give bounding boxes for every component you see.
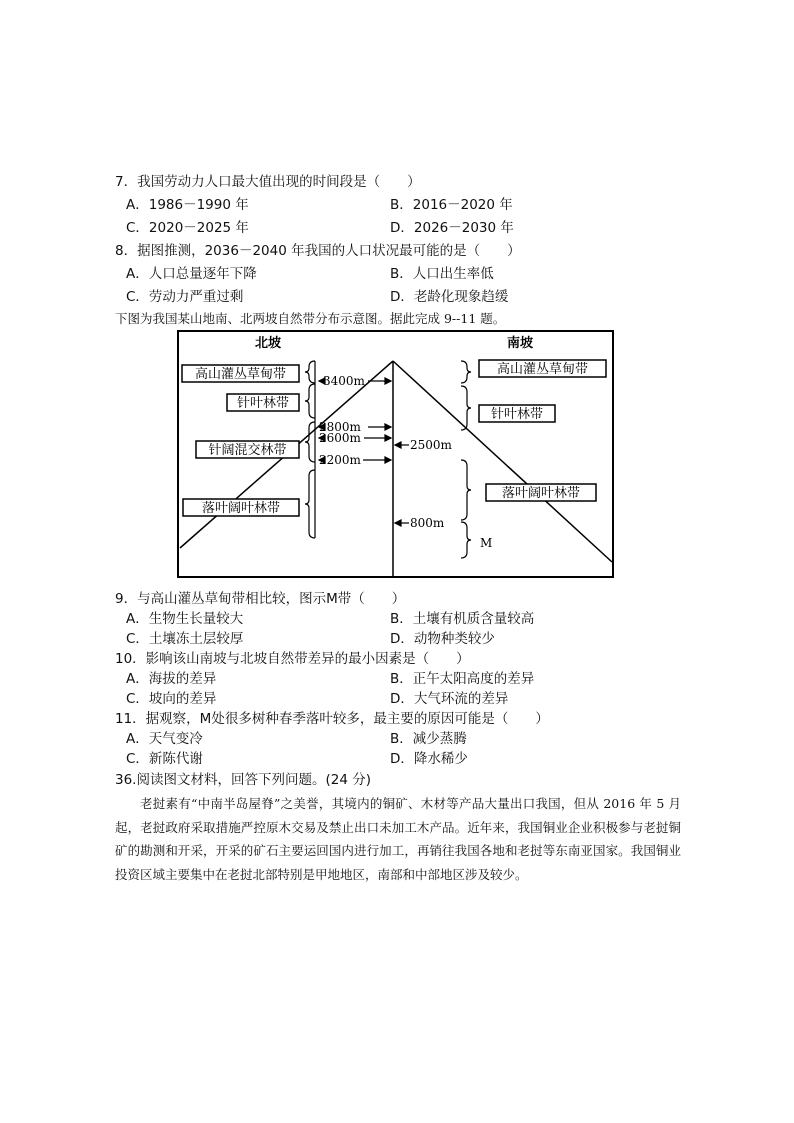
question-36-paragraph: 老挝素有“中南半岛屋脊”之美誉，其境内的铜矿、木材等产品大量出口我国，但从 2016 年 5 月起，老挝政府采取措施严控原木交易及禁止出口未加工木产品。近年来，我国铜业企业积极参与老挝铜矿的勘测和开采，开采的矿石主要运回国内进行加工，再销往我国各地和老挝等东南亚国家。我国铜业投资区域主要集中在老挝北部特别是甲地地区，南部和中部地区涉及较少。 [115, 796, 681, 882]
question-7-stem: 7．我国劳动力人口最大值出现的时间段是（ ） [115, 174, 421, 190]
elevation-2800m: 2800m [319, 420, 361, 434]
mountain-natural-zone-diagram [177, 330, 614, 578]
question-10-stem: 10．影响该山南坡与北坡自然带差异的最小因素是（ ） [115, 651, 470, 667]
question-8-stem: 8．据图推测，2036－2040 年我国的人口状况最可能的是（ ） [115, 243, 521, 259]
question-9-option-d: D．动物种类较少 [390, 631, 495, 647]
question-36-material [115, 792, 681, 886]
question-8-option-d: D．老龄化现象趋缓 [390, 289, 509, 305]
north-band-deciduous: 落叶阔叶林带 [201, 501, 281, 516]
question-7-option-a: A．1986－1990 年 [126, 197, 249, 213]
south-band-coniferous: 针叶林带 [490, 407, 544, 422]
question-36-stem: 36.阅读图文材料，回答下列问题。(24 分) [115, 772, 371, 788]
question-10-option-b: B．正午太阳高度的差异 [390, 671, 535, 687]
question-9-option-b: B．土壤有机质含量较高 [390, 611, 535, 627]
question-9-option-a: A．生物生长量较大 [126, 611, 244, 627]
question-10-option-d: D．大气环流的差异 [390, 691, 509, 707]
question-10-option-c: C．坡向的差异 [126, 691, 217, 707]
figure-intro: 下图为我国某山地南、北两坡自然带分布示意图。据此完成 9--11 题。 [115, 311, 506, 326]
question-9-option-c: C．土壤冻土层较厚 [126, 631, 244, 647]
question-7-option-c: C．2020－2025 年 [126, 220, 249, 236]
south-band-alpine-meadow: 高山灌丛草甸带 [496, 362, 589, 377]
question-9-stem: 9．与高山灌丛草甸带相比较，图示M带（ ） [115, 591, 406, 607]
north-slope-label: 北坡 [255, 336, 282, 351]
question-8-option-c: C．劳动力严重过剩 [126, 289, 244, 305]
elevation-3400m: 3400m [323, 374, 365, 388]
marker-m-label: M [480, 536, 493, 550]
north-band-alpine-meadow: 高山灌丛草甸带 [194, 367, 287, 382]
south-slope-label: 南坡 [507, 336, 534, 351]
question-11-option-d: D．降水稀少 [390, 751, 468, 767]
elevation-800m: 800m [410, 516, 445, 530]
question-10-option-a: A．海拔的差异 [126, 671, 217, 687]
question-11-option-c: C．新陈代谢 [126, 751, 203, 767]
question-11-option-a: A．天气变冷 [126, 731, 203, 747]
question-8-option-a: A．人口总量逐年下降 [126, 266, 257, 282]
question-11-stem: 11．据观察，M处很多树种春季落叶较多，最主要的原因可能是（ ） [115, 711, 549, 727]
south-band-deciduous: 落叶阔叶林带 [501, 486, 581, 501]
north-band-mixed-forest: 针阔混交林带 [208, 443, 287, 458]
north-band-coniferous: 针叶林带 [236, 396, 290, 411]
elevation-2600m: 2600m [319, 431, 361, 445]
question-11-option-b: B．减少蒸腾 [390, 731, 467, 747]
question-7-option-d: D．2026－2030 年 [390, 220, 514, 236]
elevation-2200m: 2200m [319, 453, 361, 467]
question-8-option-b: B．人口出生率低 [390, 266, 494, 282]
question-7-option-b: B．2016－2020 年 [390, 197, 513, 213]
elevation-2500m: 2500m [410, 438, 452, 452]
